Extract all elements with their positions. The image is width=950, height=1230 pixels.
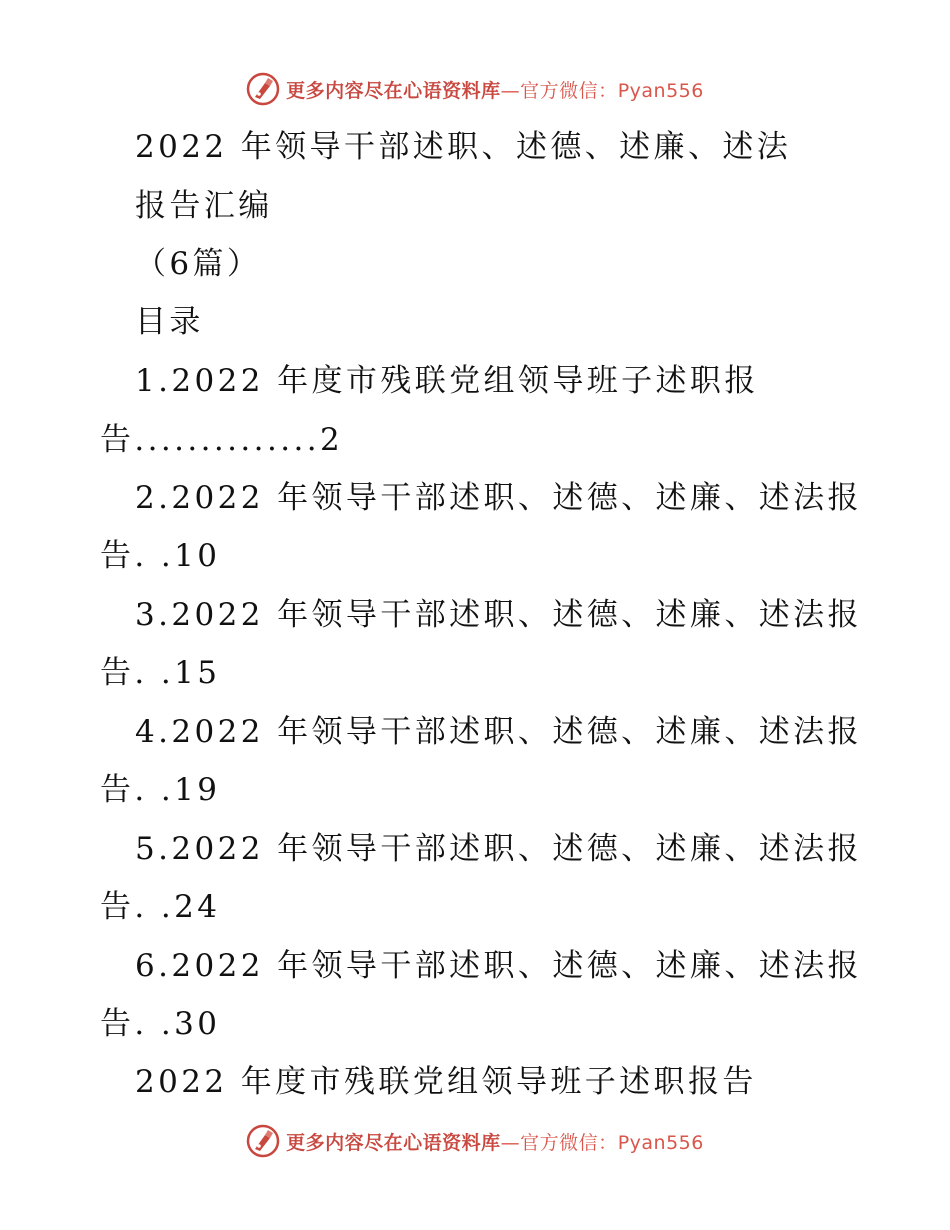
watermark-text <box>286 76 704 103</box>
toc-item-3-line-1[interactable]: 3.2022 年领导干部述职、述德、述廉、述法报 <box>135 597 862 633</box>
toc-item-2-line-2[interactable]: 告. .10 <box>100 538 221 574</box>
toc-item-1-line-2[interactable]: 告..............2 <box>100 422 344 458</box>
footer-watermark <box>0 1124 950 1158</box>
toc-item-5-line-1[interactable]: 5.2022 年领导干部述职、述德、述廉、述法报 <box>135 831 862 867</box>
toc-item-3-line-2[interactable]: 告. .15 <box>100 655 221 691</box>
watermark-handle: Pyan556 <box>617 79 704 102</box>
toc-item-1-line-1[interactable]: 1.2022 年度市残联党组领导班子述职报 <box>135 363 759 399</box>
watermark-text <box>286 1128 704 1155</box>
toc-item-6-line-1[interactable]: 6.2022 年领导干部述职、述德、述廉、述法报 <box>135 948 862 984</box>
toc-heading: 目录 <box>135 304 204 340</box>
document-title-line-1: 2022 年领导干部述职、述德、述廉、述法 <box>135 129 792 165</box>
document-title-line-2: 报告汇编 <box>135 188 273 224</box>
watermark-main-text: 更多内容尽在心语资料库 <box>286 1131 501 1154</box>
toc-item-4-line-2[interactable]: 告. .19 <box>100 772 221 808</box>
section-heading: 2022 年度市残联党组领导班子述职报告 <box>135 1064 757 1100</box>
toc-item-2-line-1[interactable]: 2.2022 年领导干部述职、述德、述廉、述法报 <box>135 480 862 516</box>
watermark-wechat-label: 官方微信： <box>520 1131 618 1154</box>
watermark-separator: — <box>500 79 521 102</box>
toc-item-5-line-2[interactable]: 告. .24 <box>100 889 221 925</box>
watermark-separator: — <box>500 1131 521 1154</box>
watermark-main-text: 更多内容尽在心语资料库 <box>286 79 501 102</box>
header-watermark <box>0 72 950 106</box>
toc-item-6-line-2[interactable]: 告. .30 <box>100 1006 221 1042</box>
pen-nib-seal-icon <box>246 1124 280 1158</box>
document-count: （6篇） <box>135 246 262 282</box>
watermark-handle: Pyan556 <box>617 1131 704 1154</box>
toc-item-4-line-1[interactable]: 4.2022 年领导干部述职、述德、述廉、述法报 <box>135 714 862 750</box>
pen-nib-seal-icon <box>246 72 280 106</box>
watermark-wechat-label: 官方微信： <box>520 79 618 102</box>
